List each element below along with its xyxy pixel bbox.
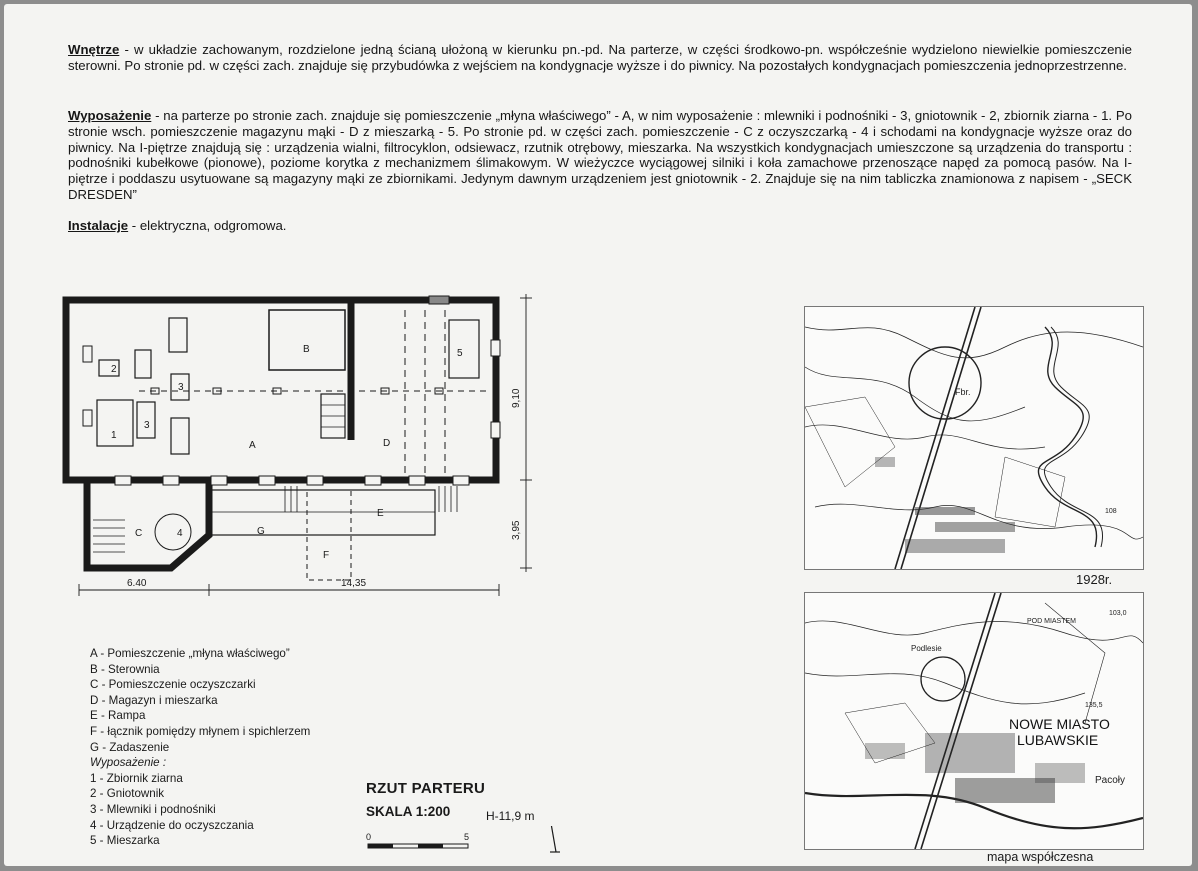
paragraph-equipment — [68, 108, 1132, 203]
plan-label-2: 2 — [111, 364, 117, 375]
plan-label-5: 5 — [457, 348, 463, 359]
plan-room-a: A — [249, 440, 256, 451]
equipment-text: - na parterze po stronie zach. znajduje się pomieszczenie „młyna właściwego” - A, w nim wyposażenie : mlewniki i podnośniki - 3, gniotownik - 2, zbiornik ziarna - 1. Po stronie wsch. pomieszczenie magazynu mąki - D z mieszarką - 5. Po stronie pd. w części zach. pomieszczenie - C z oczyszczarką - 4 i schodami na kondygnacje wyższe oraz do piwnicy. Na I-piętrze znajdują się : urządzenia wialni, filtrocyklon, odsiewacz, rzutnik otrębowy, mieszarka. Na wszystkich kondygnacjach umieszczone są urządzenia do transportu : podnośniki kubełkowe (pionowe), poziome korytka z mechanizmem ślimakowym. W wieżyczce wyciągowej silniki i koła zamachowe przenoszące napęd za pomocą pasów. Na I-piętrze i poddaszu usytuowane są magazyny mąki ze zbiornikami. Jedynym dawnym urządzeniem jest gniotownik - 2. Znajduje się na nim tabliczka znamionowa z napisem - „SECK DRESDEN” — [68, 108, 1132, 202]
paragraph-interior — [68, 42, 1132, 74]
legend-item-3: 3 - Mlewniki i podnośniki — [90, 802, 216, 816]
map2-label-pod-miastem: POD MIASTEM — [1027, 618, 1077, 625]
ramp-e-outline — [209, 490, 435, 535]
map2-highlight-circle — [921, 657, 965, 701]
legend-item-4: 4 - Urządzenie do oczyszczania — [90, 818, 254, 832]
legend-item-d: D - Magazyn i mieszarka — [90, 693, 218, 707]
scale-bar-end: 5 — [464, 832, 470, 842]
plan-room-g: G — [257, 526, 265, 537]
item-circle-4 — [155, 514, 191, 550]
item-box-5 — [449, 320, 479, 378]
plan-room-c: C — [135, 528, 143, 539]
annex-wall — [87, 482, 209, 568]
scale-bar — [364, 826, 564, 862]
installations-text: - elektryczna, odgromowa. — [128, 218, 287, 233]
document-sheet — [4, 4, 1192, 866]
legend-item-5: 5 - Mieszarka — [90, 834, 160, 848]
map2-label-podlesie: Podlesie — [911, 644, 942, 653]
scale-bar-start: 0 — [366, 832, 372, 842]
map-modern — [804, 592, 1144, 850]
legend-item-c: C - Pomieszczenie oczyszczarki — [90, 678, 256, 692]
plan-title: RZUT PARTERU — [366, 780, 486, 797]
map1-highlight-circle — [909, 347, 981, 419]
legend-equipment-heading: Wyposażenie : — [90, 756, 167, 770]
legend-item-g: G - Zadaszenie — [90, 740, 170, 754]
plan-room-b: B — [303, 344, 310, 355]
paragraph-installations — [68, 218, 1132, 234]
map1-label-fbr: Fbr. — [955, 387, 971, 397]
map2-label-elev2: 103,0 — [1109, 610, 1127, 617]
heading-installations: Instalacje — [68, 218, 129, 233]
map1-label-108: 108 — [1105, 508, 1117, 515]
map2-town-line1: NOWE MIASTO — [1009, 716, 1110, 732]
floor-plan — [59, 290, 559, 610]
dim-width-1: 6.40 — [127, 578, 147, 589]
north-arrow — [548, 826, 556, 852]
map2-label-elev: 135,5 — [1085, 702, 1103, 709]
heading-interior: Wnętrze — [68, 42, 120, 57]
plan-room-f: F — [323, 550, 330, 561]
legend-item-2: 2 - Gniotownik — [90, 787, 165, 801]
dim-height-1: 9,10 — [511, 388, 522, 408]
plan-room-d: D — [383, 438, 391, 449]
heading-equipment: Wyposażenie — [68, 108, 152, 123]
map-1928-caption: 1928r. — [1076, 572, 1113, 587]
legend — [90, 646, 310, 849]
legend-item-1: 1 - Zbiornik ziarna — [90, 771, 183, 785]
room-b-wall — [269, 310, 345, 370]
map-modern-caption: mapa współczesna — [987, 850, 1094, 864]
plan-label-3a: 3 — [178, 382, 184, 393]
dim-height-2: 3,95 — [511, 520, 522, 540]
plan-label-4: 4 — [177, 528, 183, 539]
plan-label-1: 1 — [111, 430, 117, 441]
legend-item-e: E - Rampa — [90, 709, 146, 723]
map-1928 — [804, 306, 1144, 570]
legend-item-f: F - łącznik pomiędzy młynem i spichlerzem — [90, 724, 311, 738]
interior-text: - w układzie zachowanym, rozdzielone jedną ścianą ułożoną w kierunku pn.-pd. Na parterze, w części środkowo-pn. współcześnie wydzielono niewielkie pomieszczenie sterowni. Po stronie pd. w części zach. znajduje się przybudówka z wejściem na kondygnacje wyższe i do piwnicy. Na pozostałych kondygnacjach pomieszczenia jednoprzestrzenne. — [68, 42, 1132, 73]
plan-scale: SKALA 1:200 — [366, 804, 451, 819]
dim-width-2: 14,35 — [341, 578, 367, 589]
map2-town-line2: LUBAWSKIE — [1017, 732, 1099, 748]
legend-item-b: B - Sterownia — [90, 662, 160, 676]
plan-label-3b: 3 — [144, 420, 150, 431]
plan-height: H-11,9 m — [486, 809, 535, 823]
plan-room-e: E — [377, 508, 384, 519]
legend-item-a: A - Pomieszczenie „młyna właściwego” — [90, 647, 290, 660]
map2-label-pacoly: Pacoły — [1095, 775, 1126, 786]
